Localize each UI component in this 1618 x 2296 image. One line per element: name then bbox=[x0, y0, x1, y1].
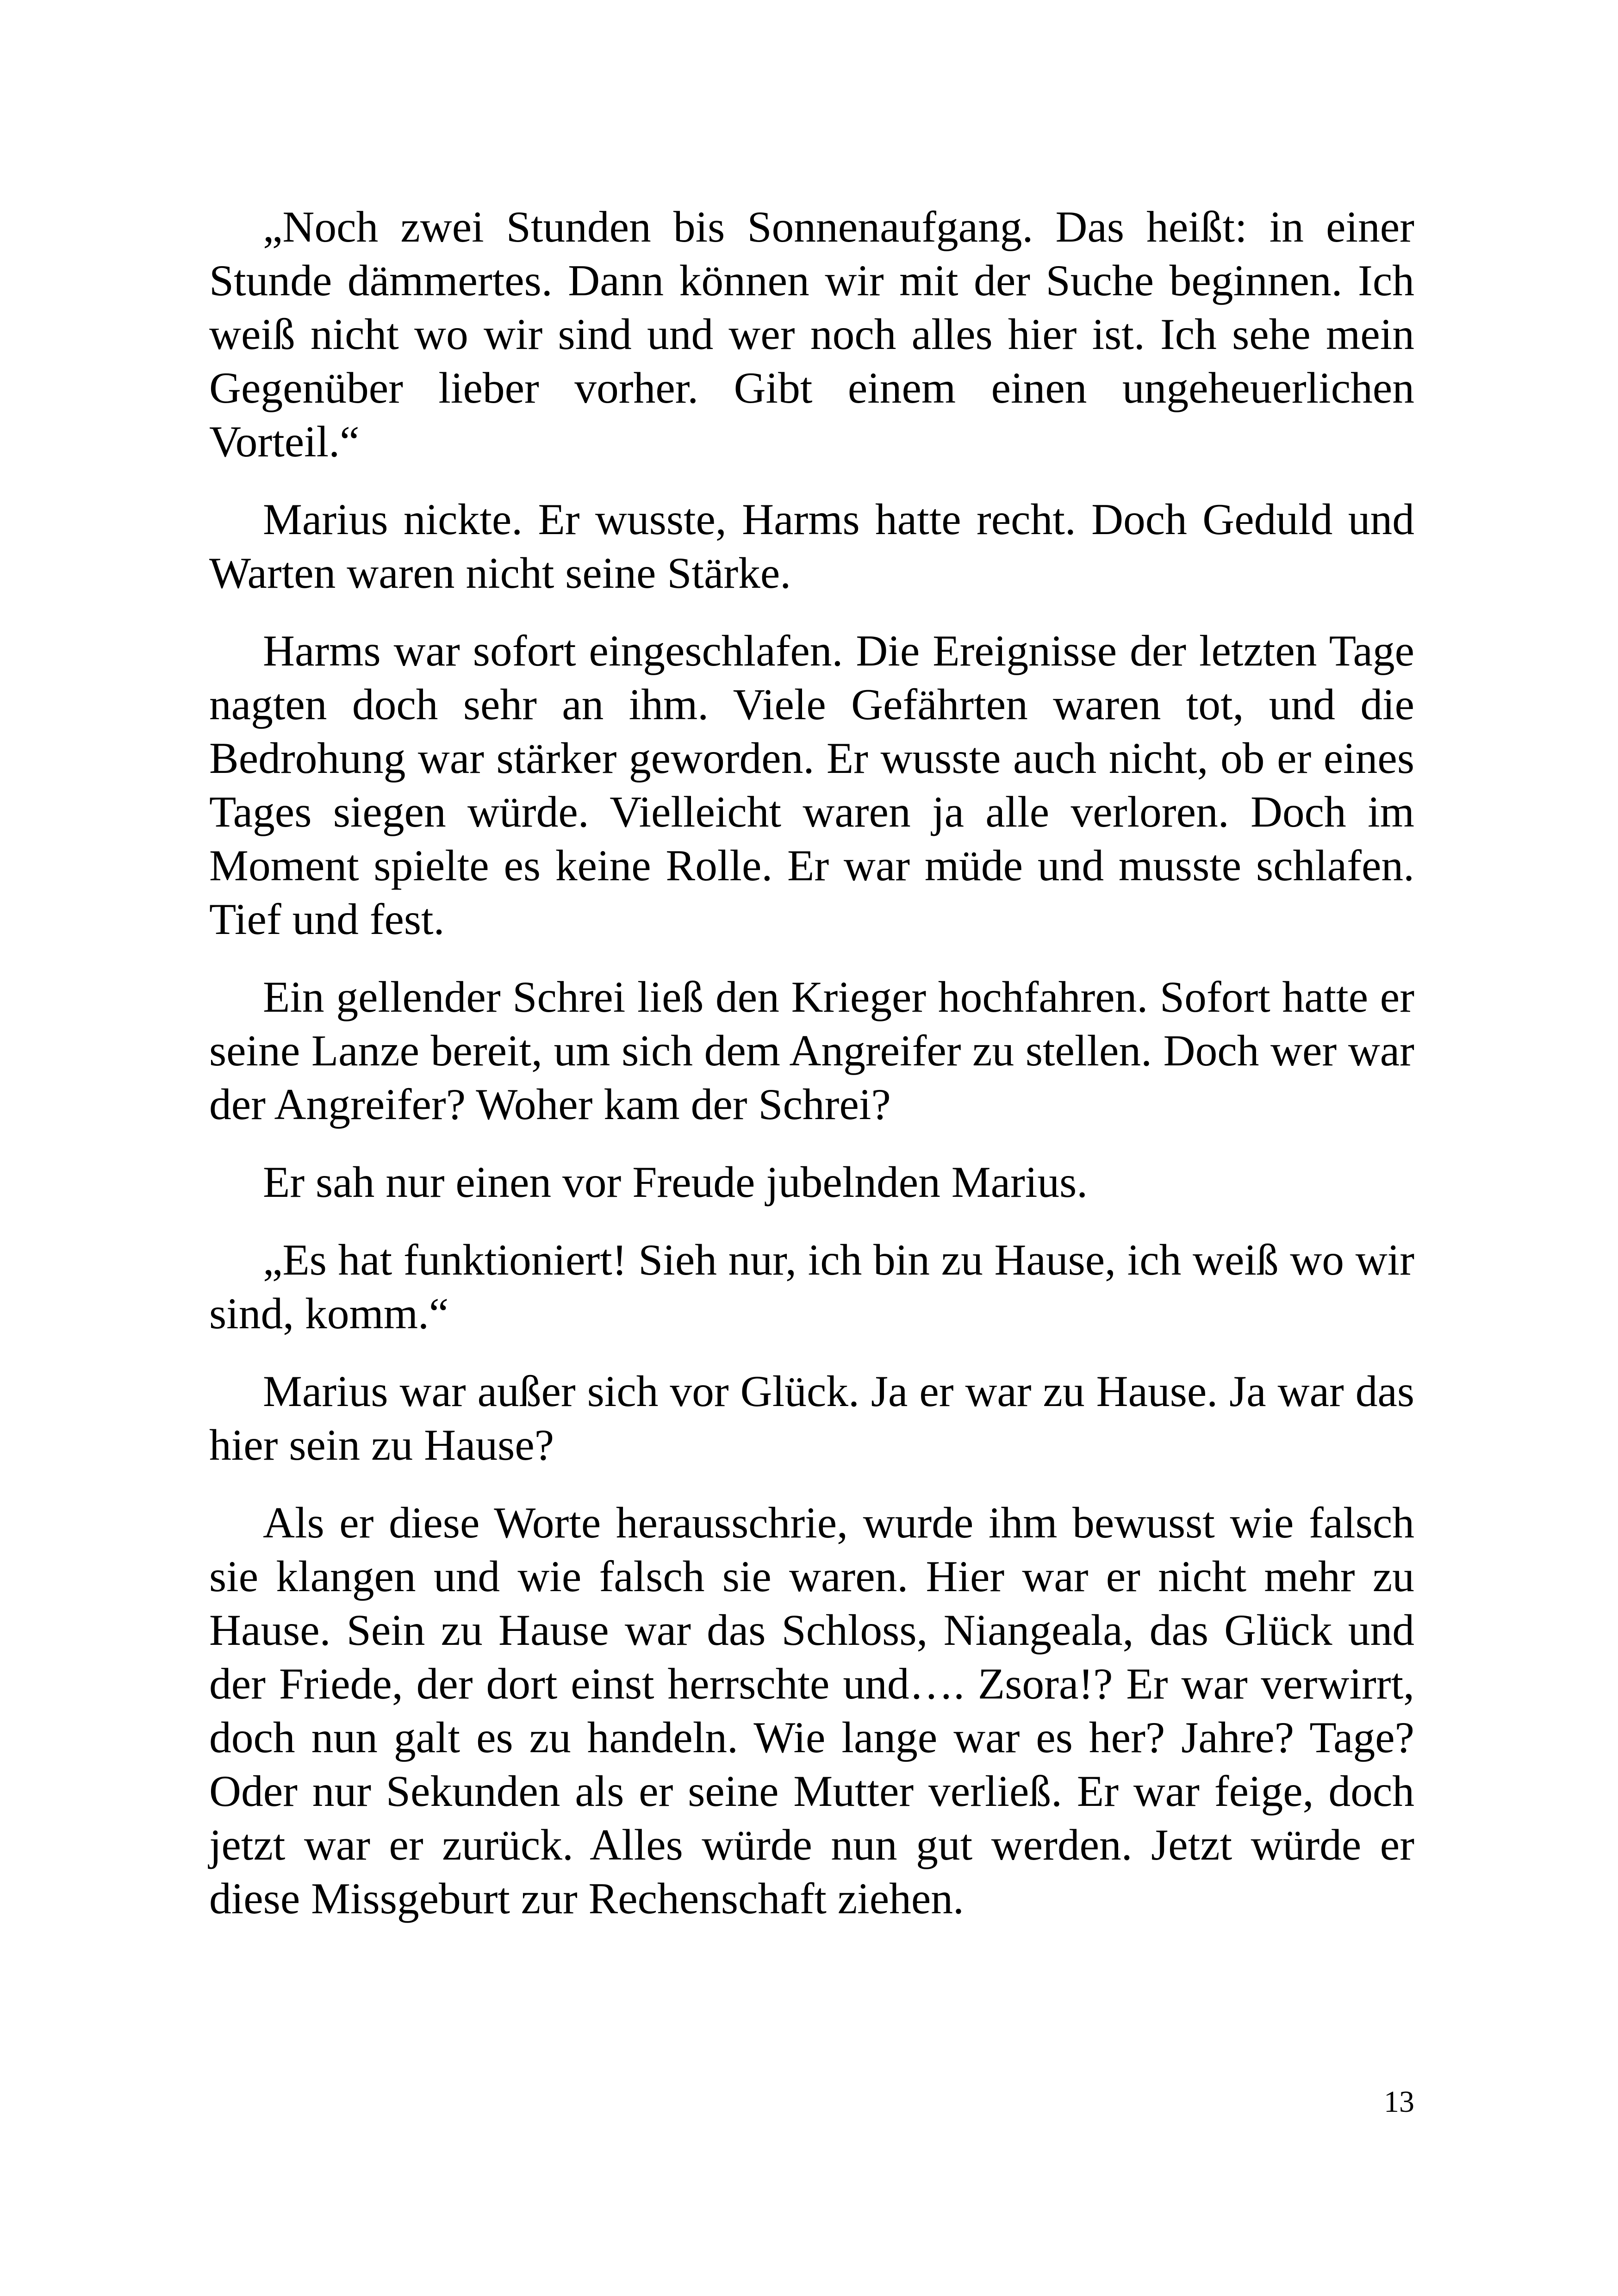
paragraph: Marius nickte. Er wusste, Harms hatte recht. Doch Geduld und Warten waren nicht seine Stärke. bbox=[209, 495, 1414, 597]
paragraph: „Es hat funktioniert! Sieh nur, ich bin zu Hause, ich weiß wo wir sind, komm.“ bbox=[209, 1235, 1414, 1338]
paragraph: Als er diese Worte herausschrie, wurde ihm bewusst wie falsch sie klangen und wie falsch sie waren. Hier war er nicht mehr zu Hause. Sein zu Hause war das Schloss, Niangeala, das Glück und der Friede, der dort einst herrschte und…. Zsora!? Er war verwirrt, doch nun galt es zu handeln. Wie lange war es her? Jahre? Tage? Oder nur Sekunden als er seine Mutter verließ. Er war feige, doch jetzt war er zurück. Alles würde nun gut werden. Jetzt würde er diese Missgeburt zur Rechenschaft ziehen. bbox=[209, 1498, 1414, 1923]
body-text bbox=[209, 200, 1414, 1949]
paragraph: Ein gellender Schrei ließ den Krieger hochfahren. Sofort hatte er seine Lanze bereit, um sich dem Angreifer zu stellen. Doch wer war der Angreifer? Woher kam der Schrei? bbox=[209, 972, 1414, 1129]
paragraph: Marius war außer sich vor Glück. Ja er war zu Hause. Ja war das hier sein zu Hause? bbox=[209, 1367, 1414, 1469]
page-number: 13 bbox=[1384, 2085, 1414, 2119]
paragraph: „Noch zwei Stunden bis Sonnenaufgang. Das heißt: in einer Stunde dämmertes. Dann können wir mit der Suche beginnen. Ich weiß nicht wo wir sind und wer noch alles hier ist. Ich sehe mein Gegenüber lieber vorher. Gibt einem einen ungeheuerlichen Vorteil.“ bbox=[209, 202, 1414, 466]
paragraph: Harms war sofort eingeschlafen. Die Ereignisse der letzten Tage nagten doch sehr an ihm. Viele Gefährten waren tot, und die Bedrohung war stärker geworden. Er wusste auch nicht, ob er eines Tages siegen würde. Vielleicht waren ja alle verloren. Doch im Moment spielte es keine Rolle. Er war müde und musste schlafen. Tief und fest. bbox=[209, 626, 1414, 944]
paragraph: Er sah nur einen vor Freude jubelnden Marius. bbox=[263, 1157, 1088, 1207]
